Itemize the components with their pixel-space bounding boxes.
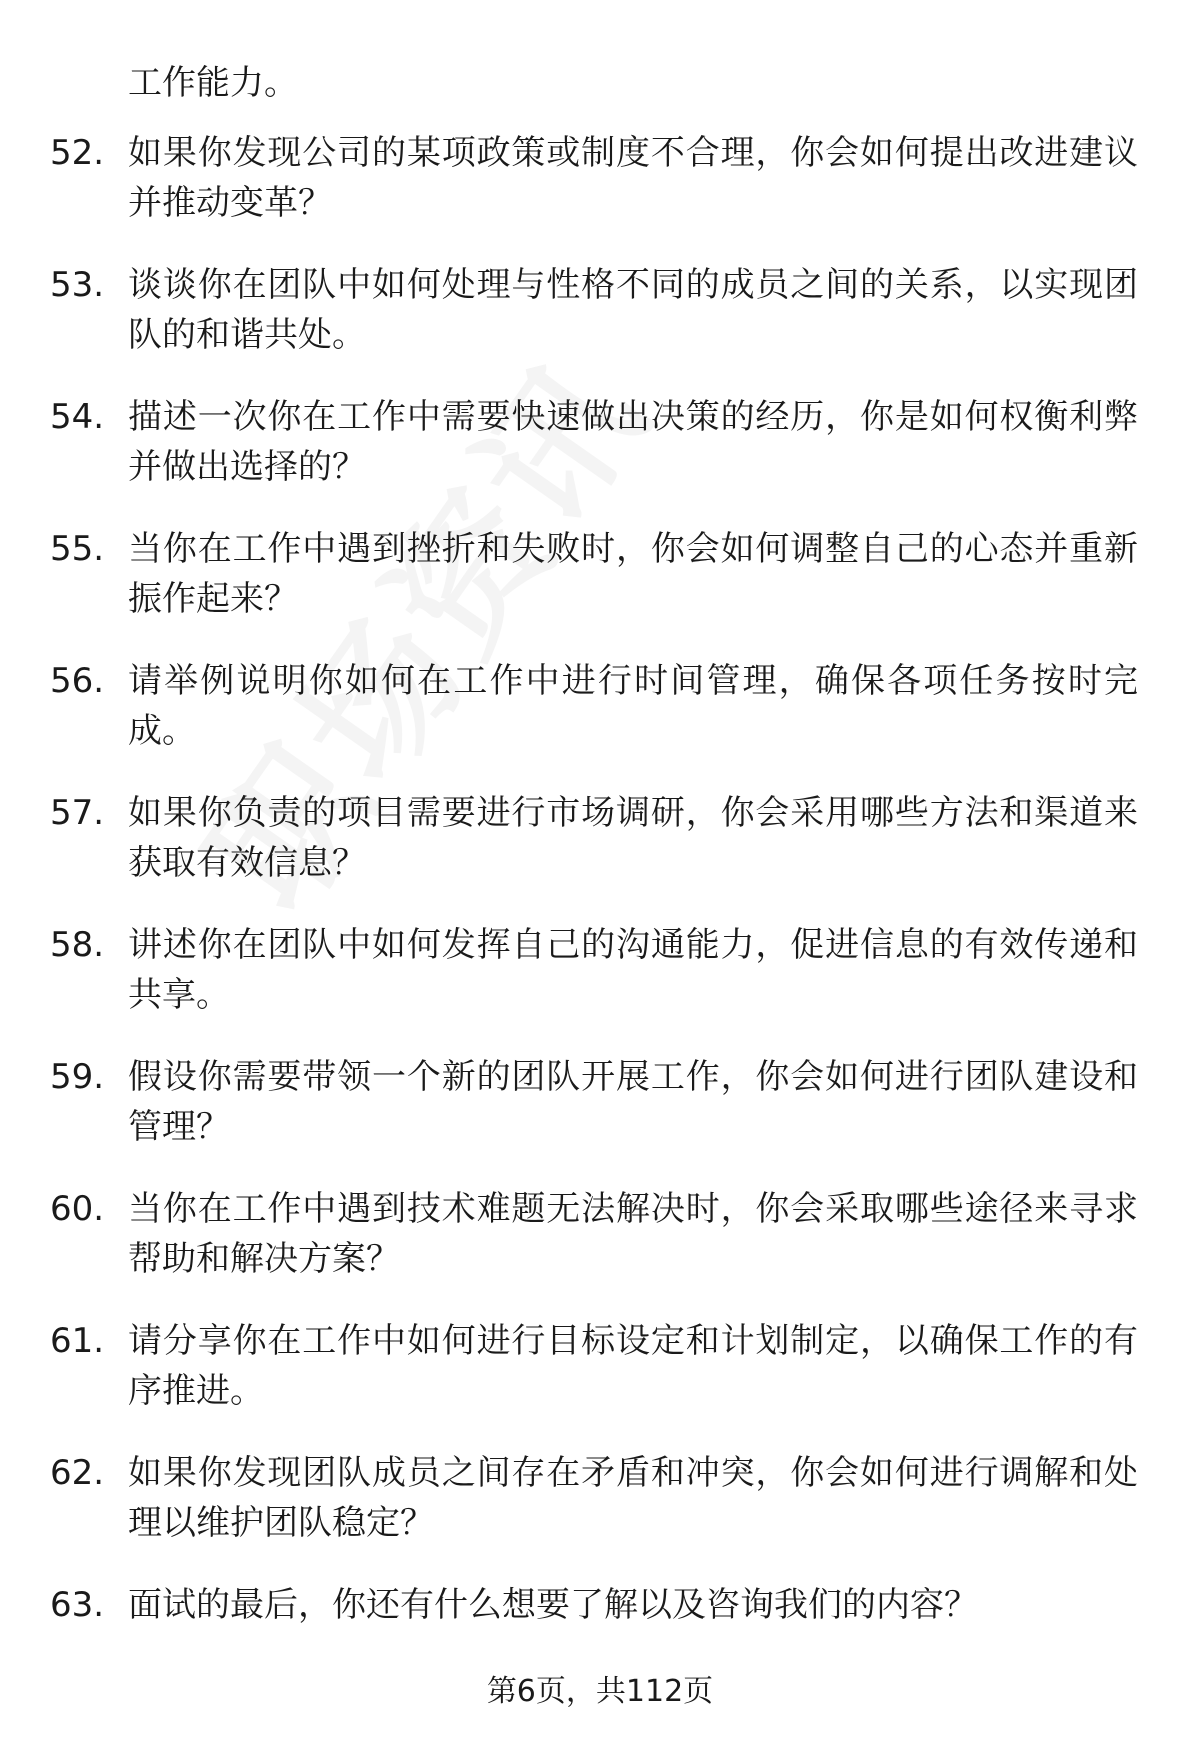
question-text: 假设你需要带领一个新的团队开展工作，你会如何进行团队建设和管理？ bbox=[128, 1057, 1138, 1147]
question-number: 56. bbox=[50, 661, 105, 701]
question-number: 62. bbox=[50, 1453, 105, 1493]
question-number: 52. bbox=[50, 133, 105, 173]
question-number: 63. bbox=[50, 1585, 105, 1625]
question-text: 当你在工作中遇到技术难题无法解决时，你会采取哪些途径来寻求帮助和解决方案？ bbox=[128, 1189, 1138, 1279]
question-text: 如果你发现公司的某项政策或制度不合理，你会如何提出改进建议并推动变革？ bbox=[128, 133, 1138, 223]
question-text: 讲述你在团队中如何发挥自己的沟通能力，促进信息的有效传递和共享。 bbox=[128, 925, 1138, 1015]
question-number: 53. bbox=[50, 265, 105, 305]
question-number: 57. bbox=[50, 793, 105, 833]
question-number: 61. bbox=[50, 1321, 105, 1361]
question-text: 面试的最后，你还有什么想要了解以及咨询我们的内容？ bbox=[128, 1585, 978, 1625]
question-number: 54. bbox=[50, 397, 105, 437]
question-number: 60. bbox=[50, 1189, 105, 1229]
page-footer: 第6页，共112页 bbox=[486, 1674, 714, 1709]
question-text: 如果你负责的项目需要进行市场调研，你会采用哪些方法和渠道来获取有效信息？ bbox=[128, 793, 1138, 883]
question-number: 55. bbox=[50, 529, 105, 569]
question-text: 请分享你在工作中如何进行目标设定和计划制定，以确保工作的有序推进。 bbox=[128, 1321, 1138, 1411]
continuation-text: 工作能力。 bbox=[128, 63, 298, 103]
question-text: 请举例说明你如何在工作中进行时间管理，确保各项任务按时完成。 bbox=[128, 661, 1138, 751]
question-number: 58. bbox=[50, 925, 105, 965]
question-text: 当你在工作中遇到挫折和失败时，你会如何调整自己的心态并重新振作起来？ bbox=[128, 529, 1138, 619]
question-number: 59. bbox=[50, 1057, 105, 1097]
question-text: 谈谈你在团队中如何处理与性格不同的成员之间的关系，以实现团队的和谐共处。 bbox=[128, 265, 1138, 355]
question-text: 如果你发现团队成员之间存在矛盾和冲突，你会如何进行调解和处理以维护团队稳定？ bbox=[128, 1453, 1138, 1543]
question-text: 描述一次你在工作中需要快速做出决策的经历，你是如何权衡利弊并做出选择的？ bbox=[128, 397, 1138, 487]
